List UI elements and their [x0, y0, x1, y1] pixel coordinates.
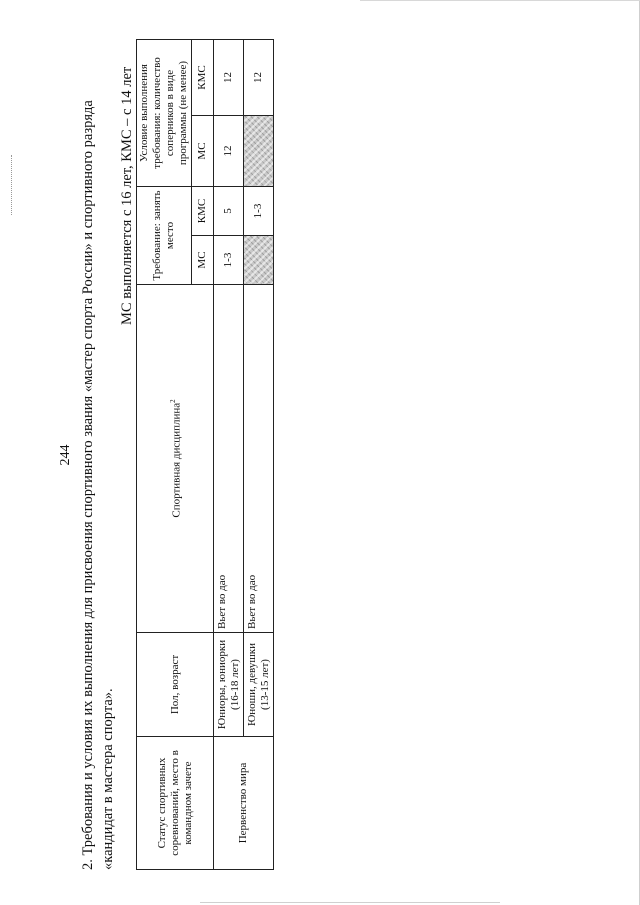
header-requirement: Требование: занять место: [137, 187, 192, 285]
footnote-mark: 2: [168, 399, 177, 403]
rotated-page: [40, 30, 640, 880]
header-discipline-text: Спортивная дисциплина: [170, 402, 183, 518]
section-heading: 2. Требования и условия их выполнения для присвоения спортивного звания «мастер спорта России» и спортивного разряда «кандидат в мастера спорта».: [80, 100, 116, 870]
cell-rivals-ms-hatched: [244, 116, 274, 187]
cell-place-ms: 1-3: [214, 236, 244, 285]
header-place-kms: КМС: [192, 187, 214, 236]
cell-place-ms-hatched: [244, 236, 274, 285]
header-rivals-kms: КМС: [192, 39, 214, 115]
cell-rivals-kms: 12: [244, 39, 274, 115]
cell-place-kms: 1-3: [244, 187, 274, 236]
cell-place-kms: 5: [214, 187, 244, 236]
cell-rivals-kms: 12: [214, 39, 244, 115]
cell-discipline: Вьет во дао: [214, 285, 244, 633]
cell-discipline: Вьет во дао: [244, 285, 274, 633]
header-place-ms: МС: [192, 236, 214, 285]
scan-artifact: [11, 155, 13, 215]
table-row: [214, 39, 244, 869]
cell-gender-age: Юниоры, юниорки (16-18 лет): [214, 633, 244, 737]
scan-edge: [360, 0, 640, 1]
age-note: МС выполняется с 16 лет, КМС – с 14 лет: [119, 66, 135, 325]
cell-gender-age: Юноши, девушки (13-15 лет): [244, 633, 274, 737]
header-gender-age: Пол, возраст: [137, 633, 214, 737]
cell-rivals-ms: 12: [214, 116, 244, 187]
header-discipline: [137, 285, 214, 633]
table-header-row: [137, 39, 192, 869]
header-rivals-ms: МС: [192, 116, 214, 187]
cell-status: Первенство мира: [214, 737, 274, 870]
header-status: Статус спортивных соревнований, место в командном зачете: [137, 737, 214, 870]
page-number: 244: [58, 444, 73, 466]
scan-edge: [200, 902, 500, 903]
header-condition: Условие выполнения требования: количество соперников в виде программы (не менее): [137, 39, 192, 186]
requirements-table: [136, 39, 274, 870]
